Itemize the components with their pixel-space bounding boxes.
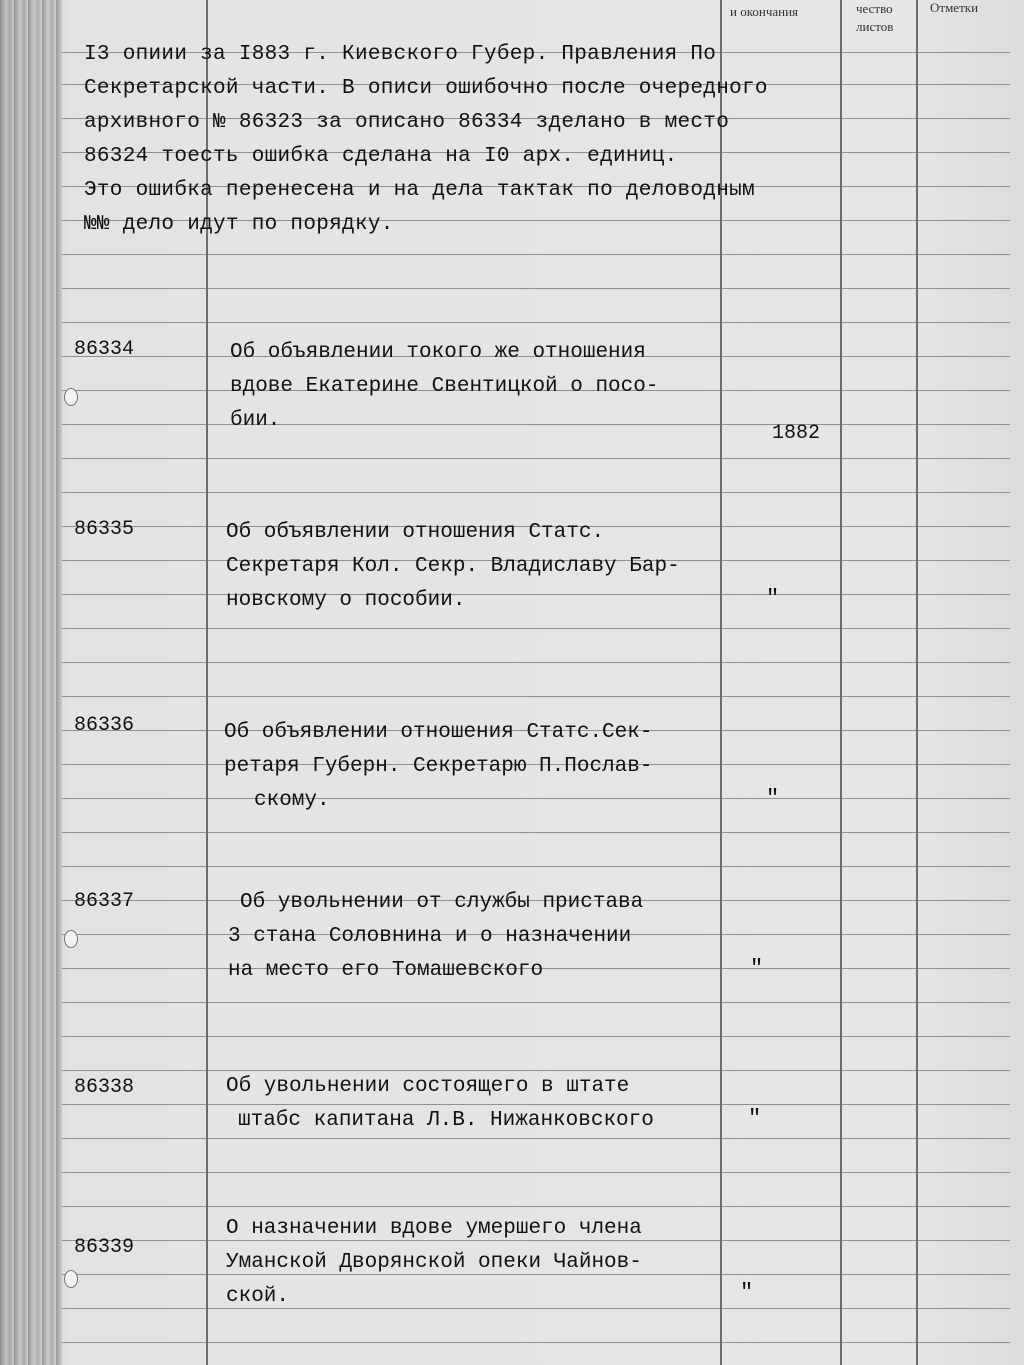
note-line: №№ дело идут по порядку. bbox=[84, 213, 394, 236]
entry-line: Об увольнении от службы пристава bbox=[240, 891, 644, 914]
header-dates-column: и окончания bbox=[730, 4, 799, 19]
entry-description bbox=[226, 516, 680, 618]
entry-line: 3 стана Соловнина и о назначении bbox=[228, 925, 632, 948]
note-line: Секретарской части. В описи ошибочно после очередного bbox=[84, 77, 768, 100]
ruled-line bbox=[62, 1002, 1010, 1003]
entry-line: бии. bbox=[230, 409, 281, 432]
binding-hole bbox=[64, 388, 78, 406]
entry-line: новскому о пособии. bbox=[226, 589, 466, 612]
ruled-line bbox=[62, 1342, 1010, 1343]
ruled-line bbox=[62, 1138, 1010, 1139]
entry-line: на место его Томашевского bbox=[228, 959, 544, 982]
ruled-line bbox=[62, 254, 1010, 255]
entry-year-ditto: " bbox=[766, 586, 780, 611]
entry-description bbox=[226, 1212, 642, 1314]
page-binding bbox=[0, 0, 62, 1365]
entry-year-ditto: " bbox=[740, 1280, 754, 1305]
entry-year-ditto: " bbox=[750, 956, 764, 981]
ruled-line bbox=[62, 662, 1010, 663]
entry-description bbox=[230, 336, 658, 438]
header-notes-column: Отметки bbox=[930, 0, 979, 15]
ruled-line bbox=[62, 696, 1010, 697]
entry-year-ditto: " bbox=[766, 786, 780, 811]
entry-description bbox=[228, 886, 643, 988]
header-sheets-column: чество листов bbox=[856, 1, 894, 34]
entry-line: Об объявлении отношения Статс.Сек- bbox=[224, 721, 653, 744]
entry-line: ской. bbox=[226, 1285, 290, 1308]
note-line: I3 опиии за I883 г. Киевского Губер. Правления По bbox=[84, 43, 717, 66]
inventory-note bbox=[84, 38, 844, 242]
entry-number: 86335 bbox=[74, 518, 135, 541]
entry-number: 86338 bbox=[74, 1076, 135, 1099]
ruled-line bbox=[62, 288, 1010, 289]
note-line: Это ошибка перенесена и на дела тактак по деловодным bbox=[84, 179, 755, 202]
binding-hole bbox=[64, 930, 78, 948]
ruled-line bbox=[62, 1206, 1010, 1207]
entry-line: Об объявлении токого же отношения bbox=[230, 341, 646, 364]
entry-number: 86334 bbox=[74, 338, 135, 361]
ruled-line bbox=[62, 458, 1010, 459]
ruled-line bbox=[62, 628, 1010, 629]
entry-number: 86336 bbox=[74, 714, 135, 737]
ruled-line bbox=[62, 322, 1010, 323]
note-line: 86324 тоесть ошибка сделана на I0 арх. единиц. bbox=[84, 145, 678, 168]
note-line: архивного № 86323 за описано 86334 зделано в место bbox=[84, 111, 730, 134]
entry-line: Об объявлении отношения Статс. bbox=[226, 521, 605, 544]
entry-line: вдове Екатерине Свентицкой о посо- bbox=[230, 375, 659, 398]
entry-description bbox=[226, 1070, 654, 1138]
entry-line: скому. bbox=[254, 789, 330, 812]
entry-number: 86339 bbox=[74, 1236, 135, 1259]
entry-year: 1882 bbox=[772, 422, 821, 445]
ruled-line bbox=[62, 832, 1010, 833]
entry-line: О назначении вдове умершего члена bbox=[226, 1217, 642, 1240]
entry-line: штабс капитана Л.В. Нижанковского bbox=[238, 1109, 654, 1132]
entry-description bbox=[224, 716, 652, 818]
ruled-line bbox=[62, 492, 1010, 493]
entry-number: 86337 bbox=[74, 890, 135, 913]
entry-line: Об увольнении состоящего в штате bbox=[226, 1075, 630, 1098]
ruled-line bbox=[62, 866, 1010, 867]
binding-hole bbox=[64, 1270, 78, 1288]
entry-line: Уманской Дворянской опеки Чайнов- bbox=[226, 1251, 642, 1274]
entry-line: ретаря Губерн. Секретарю П.Послав- bbox=[224, 755, 653, 778]
entry-line: Секретаря Кол. Секр. Владиславу Бар- bbox=[226, 555, 680, 578]
ruled-line bbox=[62, 1036, 1010, 1037]
column-divider bbox=[916, 0, 918, 1365]
entry-year-ditto: " bbox=[748, 1106, 762, 1131]
ruled-line bbox=[62, 1172, 1010, 1173]
